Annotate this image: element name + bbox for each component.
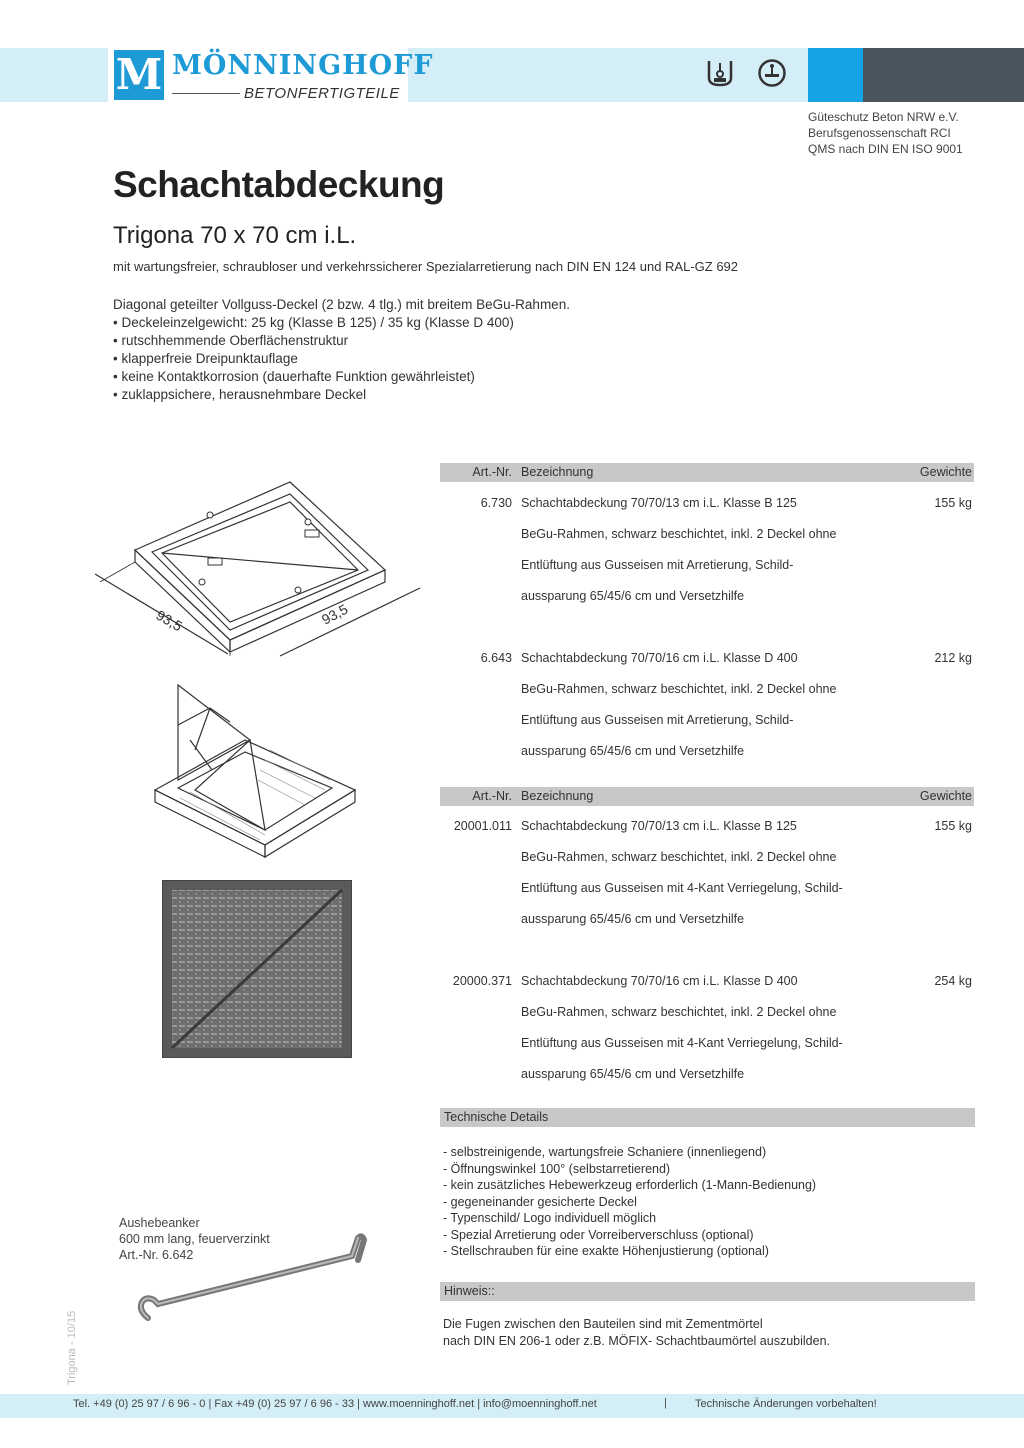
dim-label-right: 93,5 — [318, 600, 351, 628]
table-header — [440, 463, 974, 482]
logo-divider — [172, 93, 240, 94]
header-accent-block — [808, 48, 863, 102]
feature-item: • rutschhemmende Oberflächenstruktur — [113, 333, 349, 348]
description-line: Schachtabdeckung 70/70/13 cm i.L. Klasse B 125 — [521, 819, 797, 833]
document-code: Trigona - 10/15 — [66, 1310, 78, 1385]
list-item: - Typenschild/ Logo individuell möglich — [443, 1211, 657, 1225]
header-dark-block — [863, 48, 1024, 102]
footer-contact: Tel. +49 (0) 25 97 / 6 96 - 0 | Fax +49 (0) 25 97 / 6 96 - 33 | www.moenninghoff.net | info@moenninghoff.net — [73, 1398, 597, 1410]
quality-seal-icon — [705, 58, 735, 88]
note-title: Hinweis:: — [444, 1284, 495, 1298]
col-name: Bezeichnung — [521, 465, 594, 479]
footer-disclaimer: Technische Änderungen vorbehalten! — [695, 1398, 877, 1410]
description-line: Schachtabdeckung 70/70/13 cm i.L. Klasse B 125 — [521, 496, 797, 510]
col-nr: Art.-Nr. — [472, 789, 512, 803]
cert-line: QMS nach DIN EN ISO 9001 — [808, 142, 963, 156]
feature-item: • zuklappsichere, herausnehmbare Deckel — [113, 387, 367, 402]
logo-mark: M — [115, 50, 163, 99]
hook-caption-line: 600 mm lang, feuerverzinkt — [119, 1232, 270, 1246]
description-line: Entlüftung aus Gusseisen mit Arretierung, Schild- — [521, 558, 794, 572]
note-line: nach DIN EN 206-1 oder z.B. MÖFIX- Schachtbaumörtel auszubilden. — [443, 1334, 830, 1348]
table-header — [440, 787, 974, 806]
brand-name: MÖNNINGHOFF — [172, 50, 434, 81]
description-line: Entlüftung aus Gusseisen mit Arretierung, Schild- — [521, 713, 794, 727]
safety-seal-icon — [757, 58, 787, 88]
open-cover-drawing — [150, 680, 360, 860]
description-line: aussparung 65/45/6 cm und Versetzhilfe — [521, 1067, 745, 1081]
list-item: - Spezial Arretierung oder Vorreiberverschluss (optional) — [443, 1227, 754, 1242]
intro-text — [113, 296, 570, 404]
cert-line: Güteschutz Beton NRW e.V. — [808, 110, 959, 124]
description-line: BeGu-Rahmen, schwarz beschichtet, inkl. 2 Deckel ohne — [521, 1005, 837, 1019]
article-number: 20001.011 — [453, 819, 512, 833]
intro-line: Diagonal geteilter Vollguss-Deckel (2 bzw. 4 tlg.) mit breitem BeGu-Rahmen. — [113, 297, 570, 312]
footer-separator: | — [664, 1397, 667, 1409]
col-weight: Gewichte — [919, 465, 972, 479]
list-item: - selbstreinigende, wartungsfreie Schaniere (innenliegend) — [443, 1145, 767, 1159]
cert-line: Berufsgenossenschaft RCI — [808, 126, 951, 140]
dim-label-left: 93,5 — [153, 606, 186, 635]
tech-details-list — [443, 1144, 816, 1260]
tagline: mit wartungsfreier, schraubloser und verkehrssicherer Spezialarretierung nach DIN EN 124 und RAL-GZ 692 — [113, 259, 739, 274]
page-subtitle: Trigona 70 x 70 cm i.L. — [113, 222, 357, 249]
list-item: - kein zusätzliches Hebewerkzeug erforderlich (1-Mann-Bedienung) — [443, 1178, 817, 1192]
weight: 254 kg — [934, 974, 972, 988]
brand-subtitle: BETONFERTIGTEILE — [244, 85, 400, 102]
page-title: Schachtabdeckung — [113, 164, 445, 205]
description-line: Schachtabdeckung 70/70/16 cm i.L. Klasse D 400 — [521, 651, 798, 665]
weight: 155 kg — [934, 496, 972, 510]
certifications — [808, 109, 963, 157]
description-line: BeGu-Rahmen, schwarz beschichtet, inkl. 2 Deckel ohne — [521, 682, 837, 696]
note-text — [443, 1316, 830, 1350]
description-line: aussparung 65/45/6 cm und Versetzhilfe — [521, 589, 745, 603]
hook-caption-line: Aushebeanker — [119, 1216, 200, 1230]
tech-details-title: Technische Details — [444, 1110, 549, 1124]
col-nr: Art.-Nr. — [472, 465, 512, 479]
feature-item: • keine Kontaktkorrosion (dauerhafte Funktion gewährleistet) — [113, 369, 475, 384]
col-weight: Gewichte — [919, 789, 972, 803]
description-line: BeGu-Rahmen, schwarz beschichtet, inkl. 2 Deckel ohne — [521, 527, 837, 541]
description-line: Entlüftung aus Gusseisen mit 4-Kant Verriegelung, Schild- — [521, 881, 843, 895]
note-line: Die Fugen zwischen den Bauteilen sind mit Zementmörtel — [443, 1317, 763, 1331]
article-number: 6.643 — [480, 651, 512, 665]
article-number: 6.730 — [480, 496, 512, 510]
lifting-hook-image — [130, 1230, 370, 1330]
list-item: - Öffnungswinkel 100° (selbstarretierend) — [443, 1161, 671, 1176]
article-number: 20000.371 — [452, 974, 512, 988]
weight: 155 kg — [934, 819, 972, 833]
frame-drawing — [90, 470, 425, 670]
feature-item: • klapperfreie Dreipunktauflage — [113, 351, 298, 366]
feature-item: • Deckeleinzelgewicht: 25 kg (Klasse B 125) / 35 kg (Klasse D 400) — [113, 315, 514, 330]
description-line: aussparung 65/45/6 cm und Versetzhilfe — [521, 744, 745, 758]
note-header — [440, 1282, 975, 1301]
description-line: BeGu-Rahmen, schwarz beschichtet, inkl. 2 Deckel ohne — [521, 850, 837, 864]
weight: 212 kg — [934, 651, 972, 665]
tech-details-header — [440, 1108, 975, 1127]
description-line: Entlüftung aus Gusseisen mit 4-Kant Verriegelung, Schild- — [521, 1036, 843, 1050]
hook-caption-line: Art.-Nr. 6.642 — [119, 1248, 194, 1262]
cover-photo — [162, 880, 352, 1058]
description-line: aussparung 65/45/6 cm und Versetzhilfe — [521, 912, 745, 926]
col-name: Bezeichnung — [521, 789, 594, 803]
list-item: - gegeneinander gesicherte Deckel — [443, 1194, 637, 1209]
description-line: Schachtabdeckung 70/70/16 cm i.L. Klasse D 400 — [521, 974, 798, 988]
list-item: - Stellschrauben für eine exakte Höhenjustierung (optional) — [443, 1244, 769, 1258]
